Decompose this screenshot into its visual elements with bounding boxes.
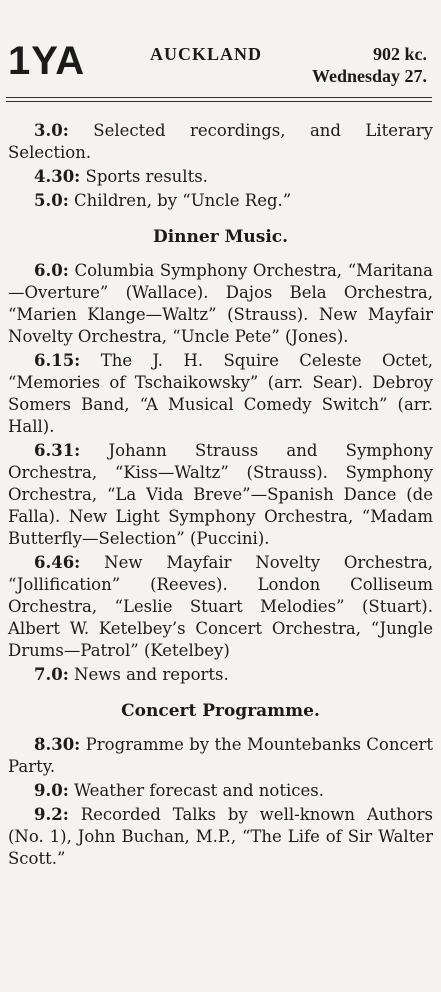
programme-entry xyxy=(8,190,433,212)
programme-time: 8.30: xyxy=(34,735,81,754)
programme-text: Johann Strauss and Symphony Orchestra, “Kiss—Waltz” (Strauss). Symphony Orchestra, “La Vida Breve”—Spanish Dance (de Falla). New Light Symphony Orchestra, “Madam Butterfly—Selection” (Puccini). xyxy=(8,441,433,548)
programme-text: Columbia Symphony Orchestra, “Maritana—Overture” (Wallace). Dajos Bela Orchestra, “Marien Klange—Waltz” (Strauss). New Mayfair Novelty Orchestra, “Uncle Pete” (Jones). xyxy=(8,261,433,346)
station-city: AUCKLAND xyxy=(150,44,263,64)
programme-time: 9.2: xyxy=(34,805,69,824)
programme-time: 6.0: xyxy=(34,261,69,280)
programme-entry xyxy=(8,780,433,802)
broadcast-day: Wednesday 27. xyxy=(311,66,427,86)
programme-time: 9.0: xyxy=(34,781,69,800)
programme-entry xyxy=(8,552,433,662)
programme-time: 5.0: xyxy=(34,191,69,210)
programme-text: Sports results. xyxy=(85,167,208,186)
programme-entry xyxy=(8,350,433,438)
programme-entry xyxy=(8,166,433,188)
station-header xyxy=(0,36,441,92)
station-call-sign: 1YA xyxy=(8,39,86,83)
programme-text: Weather forecast and notices. xyxy=(74,781,324,800)
programme-entry xyxy=(8,440,433,550)
dinner-music-heading: Dinner Music. xyxy=(152,227,289,247)
concert-programme-heading: Concert Programme. xyxy=(121,701,320,721)
programme-text: The J. H. Squire Celeste Octet, “Memories of Tschaikowsky” (arr. Sear). Debroy Somers Band, “A Musical Comedy Switch” (arr. Hall). xyxy=(8,351,434,436)
header-rule-top xyxy=(6,97,432,98)
programme-body xyxy=(8,120,433,870)
programme-text: New Mayfair Novelty Orchestra, “Jollification” (Reeves). London Colliseum Orchestra, “Leslie Stuart Melodies” (Stuart). Albert W. Ketelbey’s Concert Orchestra, “Jungle Drums—Patrol” (Ketelbey) xyxy=(8,553,433,660)
programme-text: Programme by the Mountebanks Concert Party. xyxy=(8,735,433,776)
programme-time: 3.0: xyxy=(34,121,69,140)
programme-entry xyxy=(8,260,433,348)
programme-time: 6.15: xyxy=(34,351,81,370)
programme-time: 7.0: xyxy=(34,665,69,684)
dinner-section xyxy=(8,260,433,686)
programme-entry xyxy=(8,120,433,164)
header-rule-bottom xyxy=(6,101,432,102)
programme-entry xyxy=(8,664,433,686)
afternoon-section xyxy=(8,120,433,212)
concert-section xyxy=(8,734,433,870)
programme-entry xyxy=(8,734,433,778)
programme-text: News and reports. xyxy=(74,665,229,684)
station-frequency: 902 kc. xyxy=(373,44,427,64)
programme-time: 6.31: xyxy=(34,441,81,460)
programme-text: Recorded Talks by well-known Authors (No. 1), John Buchan, M.P., “The Life of Sir Walter Scott.” xyxy=(8,805,433,868)
programme-text: Children, by “Uncle Reg.” xyxy=(74,191,292,210)
programme-text: Selected recordings, and Literary Selection. xyxy=(8,121,433,162)
programme-entry xyxy=(8,804,433,870)
programme-time: 4.30: xyxy=(34,167,81,186)
programme-time: 6.46: xyxy=(34,553,81,572)
